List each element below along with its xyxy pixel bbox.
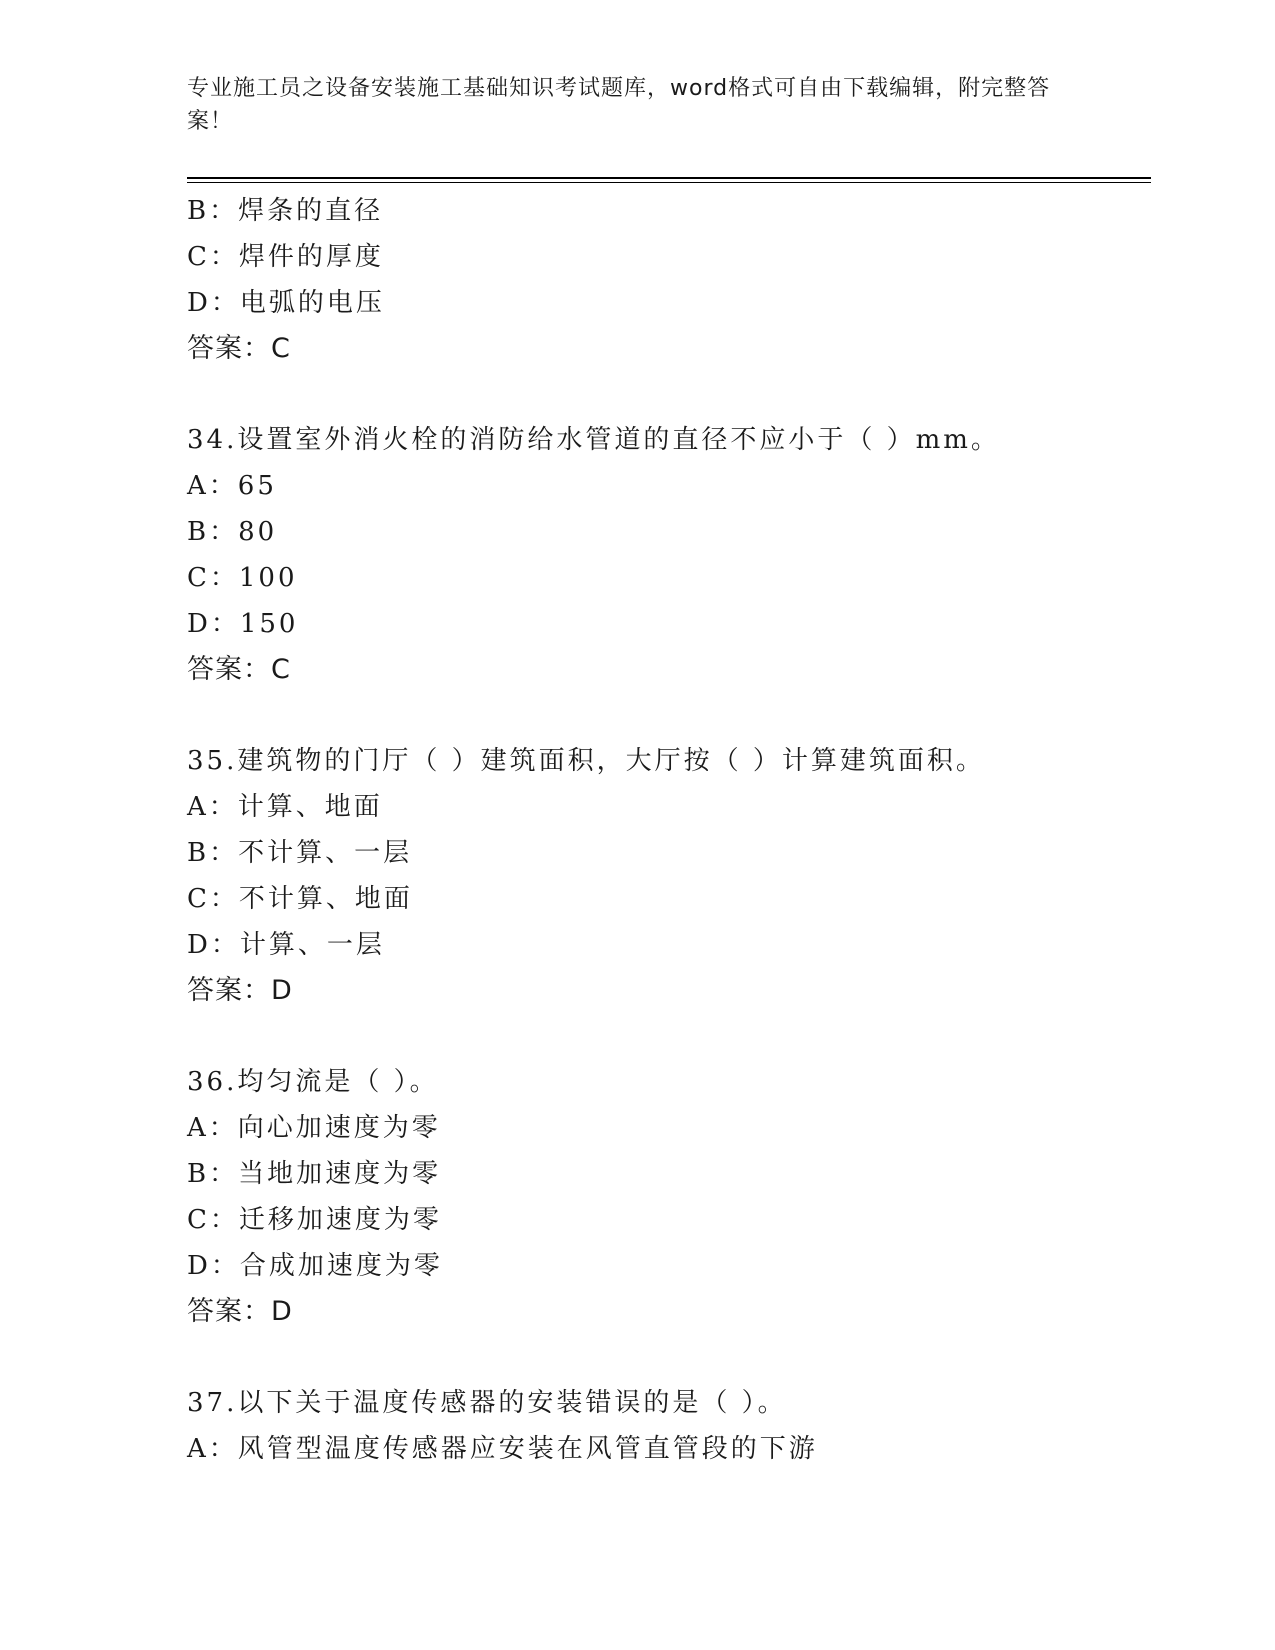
option-d: D：合成加速度为零: [187, 1251, 443, 1281]
partial-question: [187, 188, 1151, 372]
spacer: [187, 1335, 1151, 1380]
question-stem: 35.建筑物的门厅（ ）建筑面积，大厅按（ ）计算建筑面积。: [187, 746, 985, 776]
option-a: A：65: [187, 471, 277, 501]
question-37: [187, 1380, 1151, 1472]
option-d: D：150: [187, 609, 299, 639]
header-rule-thick: [187, 177, 1151, 179]
header-rule-thin: [187, 182, 1151, 183]
option-b: B：80: [187, 517, 278, 547]
option-d: D：计算、一层: [187, 930, 385, 960]
question-stem: 37.以下关于温度传感器的安装错误的是（ ）。: [187, 1388, 787, 1418]
spacer: [187, 693, 1151, 738]
question-35: [187, 738, 1151, 1014]
question-list: [187, 188, 1151, 1472]
document-header: 专业施工员之设备安装施工基础知识考试题库，word格式可自由下载编辑，附完整答案！: [187, 76, 1051, 134]
answer: 答案：C: [187, 333, 291, 364]
option-a: A：计算、地面: [187, 792, 383, 822]
option-c: C：100: [187, 563, 298, 593]
option-a: A：向心加速度为零: [187, 1113, 441, 1143]
question-34: [187, 417, 1151, 693]
option-b: B：焊条的直径: [187, 196, 384, 226]
spacer: [187, 1014, 1151, 1059]
option-d: D：电弧的电压: [187, 288, 385, 318]
option-c: C：迁移加速度为零: [187, 1205, 442, 1235]
question-stem: 36.均匀流是（ ）。: [187, 1067, 439, 1097]
option-a: A：风管型温度传感器应安装在风管直管段的下游: [187, 1434, 818, 1464]
answer: 答案：D: [187, 975, 293, 1006]
answer: 答案：D: [187, 1296, 293, 1327]
option-b: B：当地加速度为零: [187, 1159, 442, 1189]
option-c: C：不计算、地面: [187, 884, 413, 914]
question-36: [187, 1059, 1151, 1335]
answer: 答案：C: [187, 654, 291, 685]
question-stem: 34.设置室外消火栓的消防给水管道的直径不应小于（ ）mm。: [187, 425, 1000, 455]
option-c: C：焊件的厚度: [187, 242, 384, 272]
option-b: B：不计算、一层: [187, 838, 413, 868]
spacer: [187, 372, 1151, 417]
